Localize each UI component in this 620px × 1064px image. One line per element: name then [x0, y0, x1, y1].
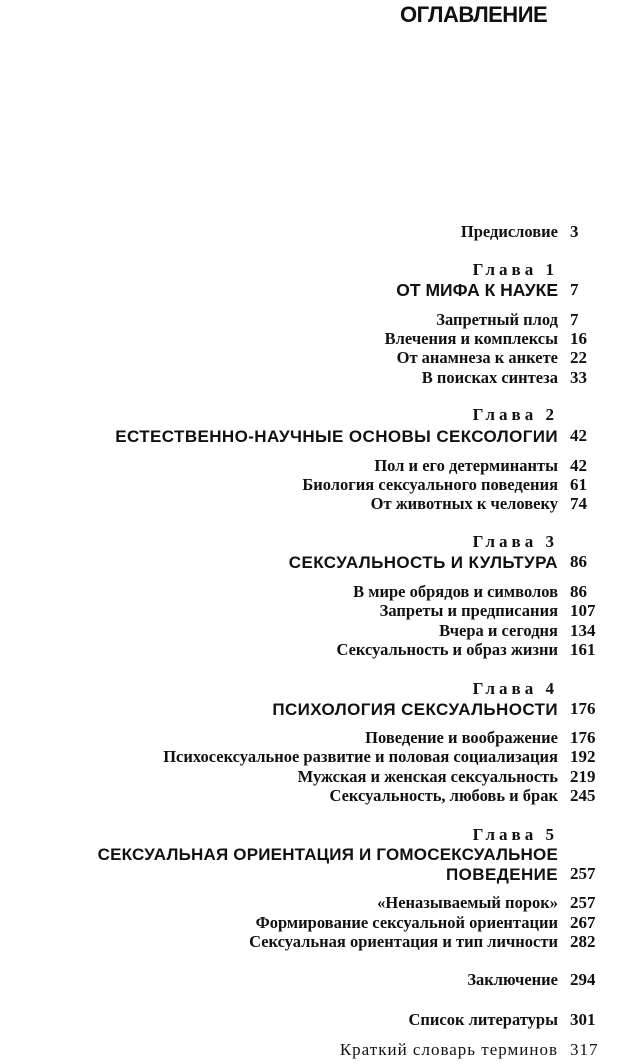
toc-entry-glossary-title[interactable]: Краткий словарь терминов [339, 1040, 558, 1059]
toc-section-page: 33 [570, 368, 587, 387]
chapter-1-label: Глава 1 [472, 260, 558, 279]
toc-section-page: 192 [570, 747, 596, 766]
toc-section-title[interactable]: Поведение и воображение [365, 728, 558, 747]
toc-section-title[interactable]: «Неназываемый порок» [377, 893, 558, 912]
toc-section-title[interactable]: От животных к человеку [370, 494, 558, 513]
chapter-3-label: Глава 3 [472, 532, 558, 551]
chapter-4-label: Глава 4 [472, 679, 558, 698]
toc-section-page: 16 [570, 329, 587, 348]
chapter-1-page: 7 [570, 280, 579, 299]
toc-entry-preface-page: 3 [570, 222, 579, 241]
toc-section-title[interactable]: В поисках синтеза [421, 368, 558, 387]
chapter-5-title-line2[interactable]: ПОВЕДЕНИЕ [446, 865, 558, 884]
toc-section-title[interactable]: Запреты и предписания [379, 601, 558, 620]
chapter-5-page: 257 [570, 864, 596, 883]
chapter-5-label: Глава 5 [472, 825, 558, 844]
toc-entry-conclusion-page: 294 [570, 970, 596, 989]
toc-section-title[interactable]: Сексуальность, любовь и брак [329, 786, 558, 805]
toc-section-page: 245 [570, 786, 596, 805]
toc-section-page: 61 [570, 475, 587, 494]
toc-section-title[interactable]: Пол и его детерминанты [374, 456, 558, 475]
toc-section-page: 219 [570, 767, 596, 786]
toc-entry-conclusion-title[interactable]: Заключение [467, 970, 558, 989]
chapter-2-title[interactable]: ЕСТЕСТВЕННО-НАУЧНЫЕ ОСНОВЫ СЕКСОЛОГИИ [115, 427, 558, 446]
toc-section-page: 282 [570, 932, 596, 951]
chapter-4-page: 176 [570, 699, 596, 718]
toc-section-page: 7 [570, 310, 579, 329]
toc-section-title[interactable]: Формирование сексуальной ориентации [255, 913, 558, 932]
toc-section-page: 257 [570, 893, 596, 912]
chapter-1-title[interactable]: ОТ МИФА К НАУКЕ [396, 280, 558, 300]
toc-entry-bibliography-page: 301 [570, 1010, 596, 1029]
toc-section-title[interactable]: Сексуальная ориентация и тип личности [249, 932, 558, 951]
chapter-3-page: 86 [570, 552, 587, 571]
toc-section-page: 22 [570, 348, 587, 367]
chapter-2-page: 42 [570, 426, 587, 445]
toc-section-page: 42 [570, 456, 587, 475]
chapter-3-title[interactable]: СЕКСУАЛЬНОСТЬ И КУЛЬТУРА [288, 553, 558, 572]
toc-section-page: 86 [570, 582, 587, 601]
toc-section-title[interactable]: Мужская и женская сексуальность [297, 767, 558, 786]
toc-section-title[interactable]: Сексуальность и образ жизни [336, 640, 558, 659]
toc-section-title[interactable]: От анамнеза к анкете [396, 348, 558, 367]
toc-entry-bibliography-title[interactable]: Список литературы [408, 1010, 558, 1029]
toc-section-title[interactable]: Психосексуальное развитие и половая социализация [163, 747, 558, 766]
chapter-4-title[interactable]: ПСИХОЛОГИЯ СЕКСУАЛЬНОСТИ [272, 700, 558, 719]
toc-section-page: 176 [570, 728, 596, 747]
toc-section-page: 161 [570, 640, 596, 659]
page-title: ОГЛАВЛЕНИЕ [400, 2, 548, 27]
toc-section-title[interactable]: Влечения и комплексы [384, 329, 558, 348]
chapter-5-title-line1[interactable]: СЕКСУАЛЬНАЯ ОРИЕНТАЦИЯ И ГОМОСЕКСУАЛЬНОЕ [97, 845, 558, 864]
toc-section-title[interactable]: Биология сексуального поведения [302, 475, 558, 494]
toc-section-page: 107 [570, 601, 596, 620]
toc-section-title[interactable]: Запретный плод [436, 310, 558, 329]
chapter-2-label: Глава 2 [472, 405, 558, 424]
toc-section-page: 134 [570, 621, 596, 640]
toc-section-page: 267 [570, 913, 596, 932]
toc-entry-glossary-page: 317 [570, 1040, 599, 1059]
toc-section-page: 74 [570, 494, 587, 513]
toc-entry-preface-title[interactable]: Предисловие [460, 222, 558, 241]
toc-section-title[interactable]: Вчера и сегодня [439, 621, 558, 640]
toc-section-title[interactable]: В мире обрядов и символов [353, 582, 558, 601]
